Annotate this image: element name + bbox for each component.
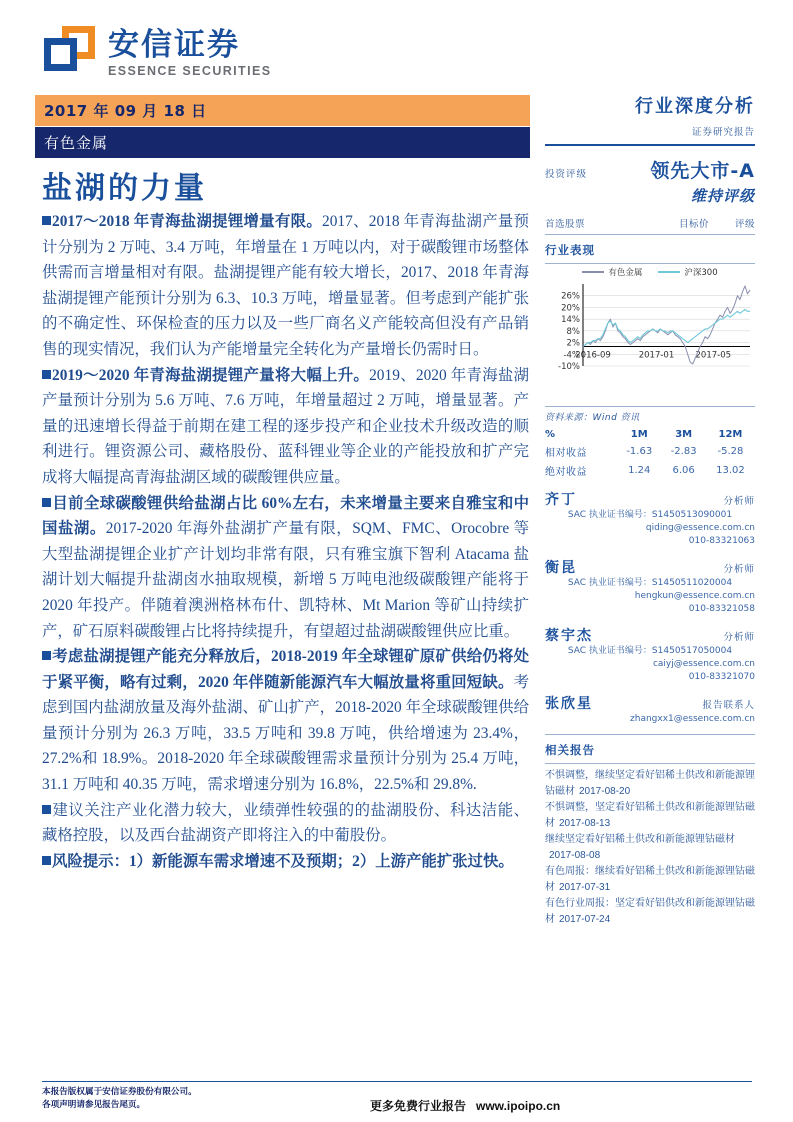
svg-text:2016-09: 2016-09	[575, 350, 611, 361]
performance-line-chart-svg	[545, 278, 755, 390]
svg-text:-4%: -4%	[563, 350, 580, 361]
divider	[545, 406, 755, 407]
analyst-email[interactable]: hengkun@essence.com.cn	[634, 591, 755, 601]
paragraph-3	[42, 491, 529, 645]
svg-text:2017-05: 2017-05	[695, 350, 732, 361]
analyst-role: 分析师	[723, 632, 755, 643]
footer-promo	[370, 1097, 560, 1114]
right-sidebar	[545, 95, 755, 928]
relative-return-label: 相对收益	[545, 448, 587, 459]
analyst-heading	[545, 693, 755, 713]
paragraph-2-text: 2019、2020 年青海盐湖产量预计分别为 5.6 万吨、7.6 万吨，年增量超过 2 万吨，增量显著。产量的迅速增长得益于前期在建工程的逐步投产和企业技术升级改造的顺利进行。锂资源公司、藏格股份、蓝科锂业等企业的产能投放和扩产完成将大幅提高青海盐湖区域的碳酸锂供应量。	[42, 366, 529, 486]
related-report-title: 不惧调整，坚定看好铝稀土供改和新能源锂钴磁材	[545, 802, 755, 829]
paragraph-3-lead: 目前全球碳酸锂供给盐湖占比 60%左右，未来增量主要来自雅宝和中国盐湖。	[42, 494, 529, 538]
analyst-heading	[545, 557, 755, 577]
returns-col-pct: %	[545, 429, 556, 440]
analyst-name: 齐丁	[545, 492, 577, 508]
investment-rating-row	[545, 156, 755, 183]
absolute-return-1m: 1.24	[628, 465, 651, 476]
related-report-date: 2017-07-31	[559, 881, 611, 893]
related-report-date: 2017-07-24	[559, 913, 611, 925]
report-date: 2017 年 09 月 18 日	[44, 102, 207, 120]
rating-maintain: 维持评级	[690, 187, 755, 205]
relative-return-3m: -2.83	[670, 446, 697, 457]
related-report-title: 有色周报：继续看好铝稀土供改和新能源锂钴磁材	[545, 866, 755, 893]
paragraph-risk-lead: 风险提示：1）新能源车需求增速不及预期；2）上游产能扩张过快。	[52, 852, 514, 870]
related-report-date: 2017-08-13	[559, 817, 611, 829]
paragraph-1-lead: 2017～2018 年青海盐湖提锂增量有限。	[52, 213, 323, 230]
related-report-title: 有色行业周报：坚定看好铝供改和新能源锂钴磁材	[545, 898, 755, 925]
analyst-email[interactable]: caiyj@essence.com.cn	[652, 659, 755, 669]
body-content	[42, 209, 529, 874]
relative-return-1m: -1.63	[626, 446, 653, 457]
analyst-email[interactable]: zhangxx1@essence.com.cn	[630, 714, 755, 724]
returns-col-12m: 12M	[718, 429, 743, 440]
footer-copyright-line1: 本报告版权属于安信证券股份有限公司。	[42, 1087, 197, 1097]
analyst-phone: 010-83321063	[688, 536, 755, 546]
returns-table-header-row	[545, 427, 755, 442]
industry-performance-title: 行业表现	[545, 243, 595, 257]
top-picks-col-rating: 评级	[734, 219, 755, 230]
analyst-name: 蔡宇杰	[545, 628, 593, 644]
footer-url[interactable]: www.ipoipo.cn	[476, 1099, 561, 1113]
logo-name-cn: 安信证券	[108, 27, 240, 63]
table-row	[545, 461, 755, 480]
sector-name: 有色金属	[44, 134, 109, 152]
legend-swatch-icon	[658, 271, 680, 273]
chart-source: 资料来源：Wind 资讯	[545, 413, 640, 423]
analyst-entry	[545, 557, 755, 616]
returns-col-3m: 3M	[675, 429, 693, 440]
footer-copyright-line2: 各项声明请参见报告尾页。	[42, 1100, 146, 1110]
divider	[545, 763, 755, 764]
legend-item-index	[658, 266, 717, 278]
analyst-role: 分析师	[723, 496, 755, 507]
absolute-return-label: 绝对收益	[545, 467, 587, 478]
analyst-entry	[545, 489, 755, 548]
sector-bar	[35, 127, 530, 158]
top-picks-header	[545, 216, 755, 230]
logo-text	[108, 26, 271, 79]
logo-name-en: ESSENCE SECURITIES	[108, 64, 272, 78]
list-item[interactable]	[545, 832, 755, 863]
absolute-return-3m: 6.06	[672, 465, 695, 476]
returns-col-1m: 1M	[630, 429, 648, 440]
analyst-email[interactable]: qiding@essence.com.cn	[645, 523, 755, 533]
report-type: 行业深度分析	[635, 96, 755, 117]
table-row	[545, 442, 755, 461]
svg-text:26%: 26%	[561, 291, 580, 302]
analyst-role: 报告联系人	[702, 700, 755, 711]
legend-item-sector	[582, 266, 642, 278]
page-title: 盐湖的力量	[42, 171, 207, 206]
list-item[interactable]	[545, 800, 755, 831]
related-report-title: 不惧调整，继续坚定看好铝稀土供改和新能源锂钴磁材	[545, 770, 755, 797]
analyst-name: 衡昆	[545, 560, 577, 576]
analyst-heading	[545, 489, 755, 509]
bullet-square-icon	[42, 370, 51, 379]
divider	[545, 144, 755, 146]
paragraph-2	[42, 363, 529, 491]
analyst-name: 张欣星	[545, 696, 593, 712]
related-report-date: 2017-08-08	[549, 849, 601, 861]
investment-rating-value: 领先大市-A	[650, 160, 755, 182]
bullet-square-icon	[42, 498, 51, 507]
list-item[interactable]	[545, 864, 755, 895]
paragraph-1-text: 2017、2018 年青海盐湖产量预计分别为 2 万吨、3.4 万吨，年增量在 1 万吨以内，对于碳酸锂市场整体供需而言增量相对有限。盐湖提锂产能有较大增长，2017、2018 年青海盐湖提锂产能预计分别为 6.3、10.3 万吨，增量显著。但考虑到产能扩张的不确定性、环保检查的压力以及一些厂商名义产能较高但没有产品销售的现实情况，我们认为产能增量完全转化为产量增长仍需时日。	[42, 213, 529, 358]
investment-rating-label: 投资评级	[545, 169, 588, 180]
svg-text:14%: 14%	[561, 315, 580, 326]
paragraph-4	[42, 644, 529, 798]
related-reports-list	[545, 768, 755, 927]
company-logo	[44, 26, 271, 79]
bullet-square-icon	[42, 856, 51, 865]
relative-return-12m: -5.28	[717, 446, 744, 457]
paragraph-3-text: 2017-2020 年海外盐湖扩产量有限，SQM、FMC、Orocobre 等大型盐湖提锂企业扩产计划均非常有限，只有雅宝旗下智利 Atacama 盐湖计划大幅提升盐湖卤水抽取规模，新增 5 万吨电池级碳酸锂产能将于 2020 年投产。伴随着澳洲格林布什、凯特林、Mt Marion 等矿山持续扩产，矿石原料碳酸锂占比将持续提升，有望超过盐湖碳酸锂供应比重。	[42, 520, 529, 640]
analyst-phone: 010-83321058	[688, 604, 755, 614]
divider	[545, 734, 755, 735]
paragraph-5	[42, 798, 529, 849]
paragraph-2-lead: 2019～2020 年青海盐湖提锂产量将大幅上升。	[52, 366, 370, 384]
top-picks-col-target: 目标价	[678, 219, 709, 230]
top-picks-col-stock: 首选股票	[545, 219, 586, 230]
svg-text:20%: 20%	[561, 303, 580, 314]
analyst-heading	[545, 625, 755, 645]
analyst-sac-number: SAC 执业证书编号：S1450517050004	[567, 646, 733, 656]
report-subtype: 证券研究报告	[691, 127, 755, 138]
bullet-square-icon	[42, 651, 51, 660]
absolute-return-12m: 13.02	[716, 465, 745, 476]
paragraph-risk	[42, 849, 529, 875]
list-item[interactable]	[545, 768, 755, 799]
related-report-date: 2017-08-20	[579, 785, 631, 797]
divider	[545, 234, 755, 235]
related-reports-title: 相关报告	[545, 743, 595, 757]
paragraph-1	[42, 209, 529, 363]
logo-blue-square-icon	[44, 38, 77, 71]
analyst-entry	[545, 693, 755, 726]
svg-text:-10%: -10%	[558, 362, 580, 372]
footer-copyright	[42, 1086, 197, 1112]
report-date-bar	[35, 95, 530, 126]
returns-table	[545, 427, 755, 480]
paragraph-4-lead: 考虑盐湖提锂产能充分释放后，2018-2019 年全球锂矿原矿供给仍将处于紧平衡，略有过剩，2020 年伴随新能源汽车大幅放量将重回短缺。	[42, 648, 529, 691]
analyst-sac-number: SAC 执业证书编号：S1450513090001	[567, 510, 733, 520]
paragraph-4-text: 考虑到国内盐湖放量及海外盐湖、矿山扩产，2018-2020 年全球碳酸锂供给量预计分别为 26.3 万吨，33.5 万吨和 39.8 万吨，供给增速为 23.4%，27.2%和 18.9%。2018-2020 年全球碳酸锂需求量预计分别为 25.4 万吨，31.1 万吨和 40.35 万吨，需求增速分别为 16.8%，22.5%和 29.8%.	[42, 673, 529, 794]
bullet-square-icon	[42, 805, 51, 814]
svg-text:2%: 2%	[566, 338, 580, 349]
analyst-sac-number: SAC 执业证书编号：S1450511020004	[567, 578, 733, 588]
analyst-role: 分析师	[723, 564, 755, 575]
logo-mark-icon	[44, 26, 98, 78]
bullet-square-icon	[42, 216, 51, 225]
legend-label-index: 沪深300	[684, 268, 718, 278]
svg-text:8%: 8%	[566, 326, 580, 337]
related-report-title: 继续坚定看好铝稀土供改和新能源锂钴磁材	[545, 834, 735, 845]
analyst-phone: 010-83321070	[688, 672, 755, 682]
legend-swatch-icon	[582, 271, 604, 273]
industry-performance-chart	[545, 278, 755, 406]
svg-text:2017-01: 2017-01	[638, 350, 675, 361]
footer-divider	[42, 1081, 752, 1082]
footer-promo-text: 更多免费行业报告	[370, 1099, 467, 1113]
analyst-entry	[545, 625, 755, 684]
chart-legend	[545, 264, 755, 278]
list-item[interactable]	[545, 896, 755, 927]
paragraph-5-text: 建议关注产业化潜力较大，业绩弹性较强的的盐湖股份、科达洁能、藏格控股，以及西台盐湖资产即将注入的中葡股份。	[42, 801, 529, 845]
legend-label-sector: 有色金属	[608, 268, 643, 278]
